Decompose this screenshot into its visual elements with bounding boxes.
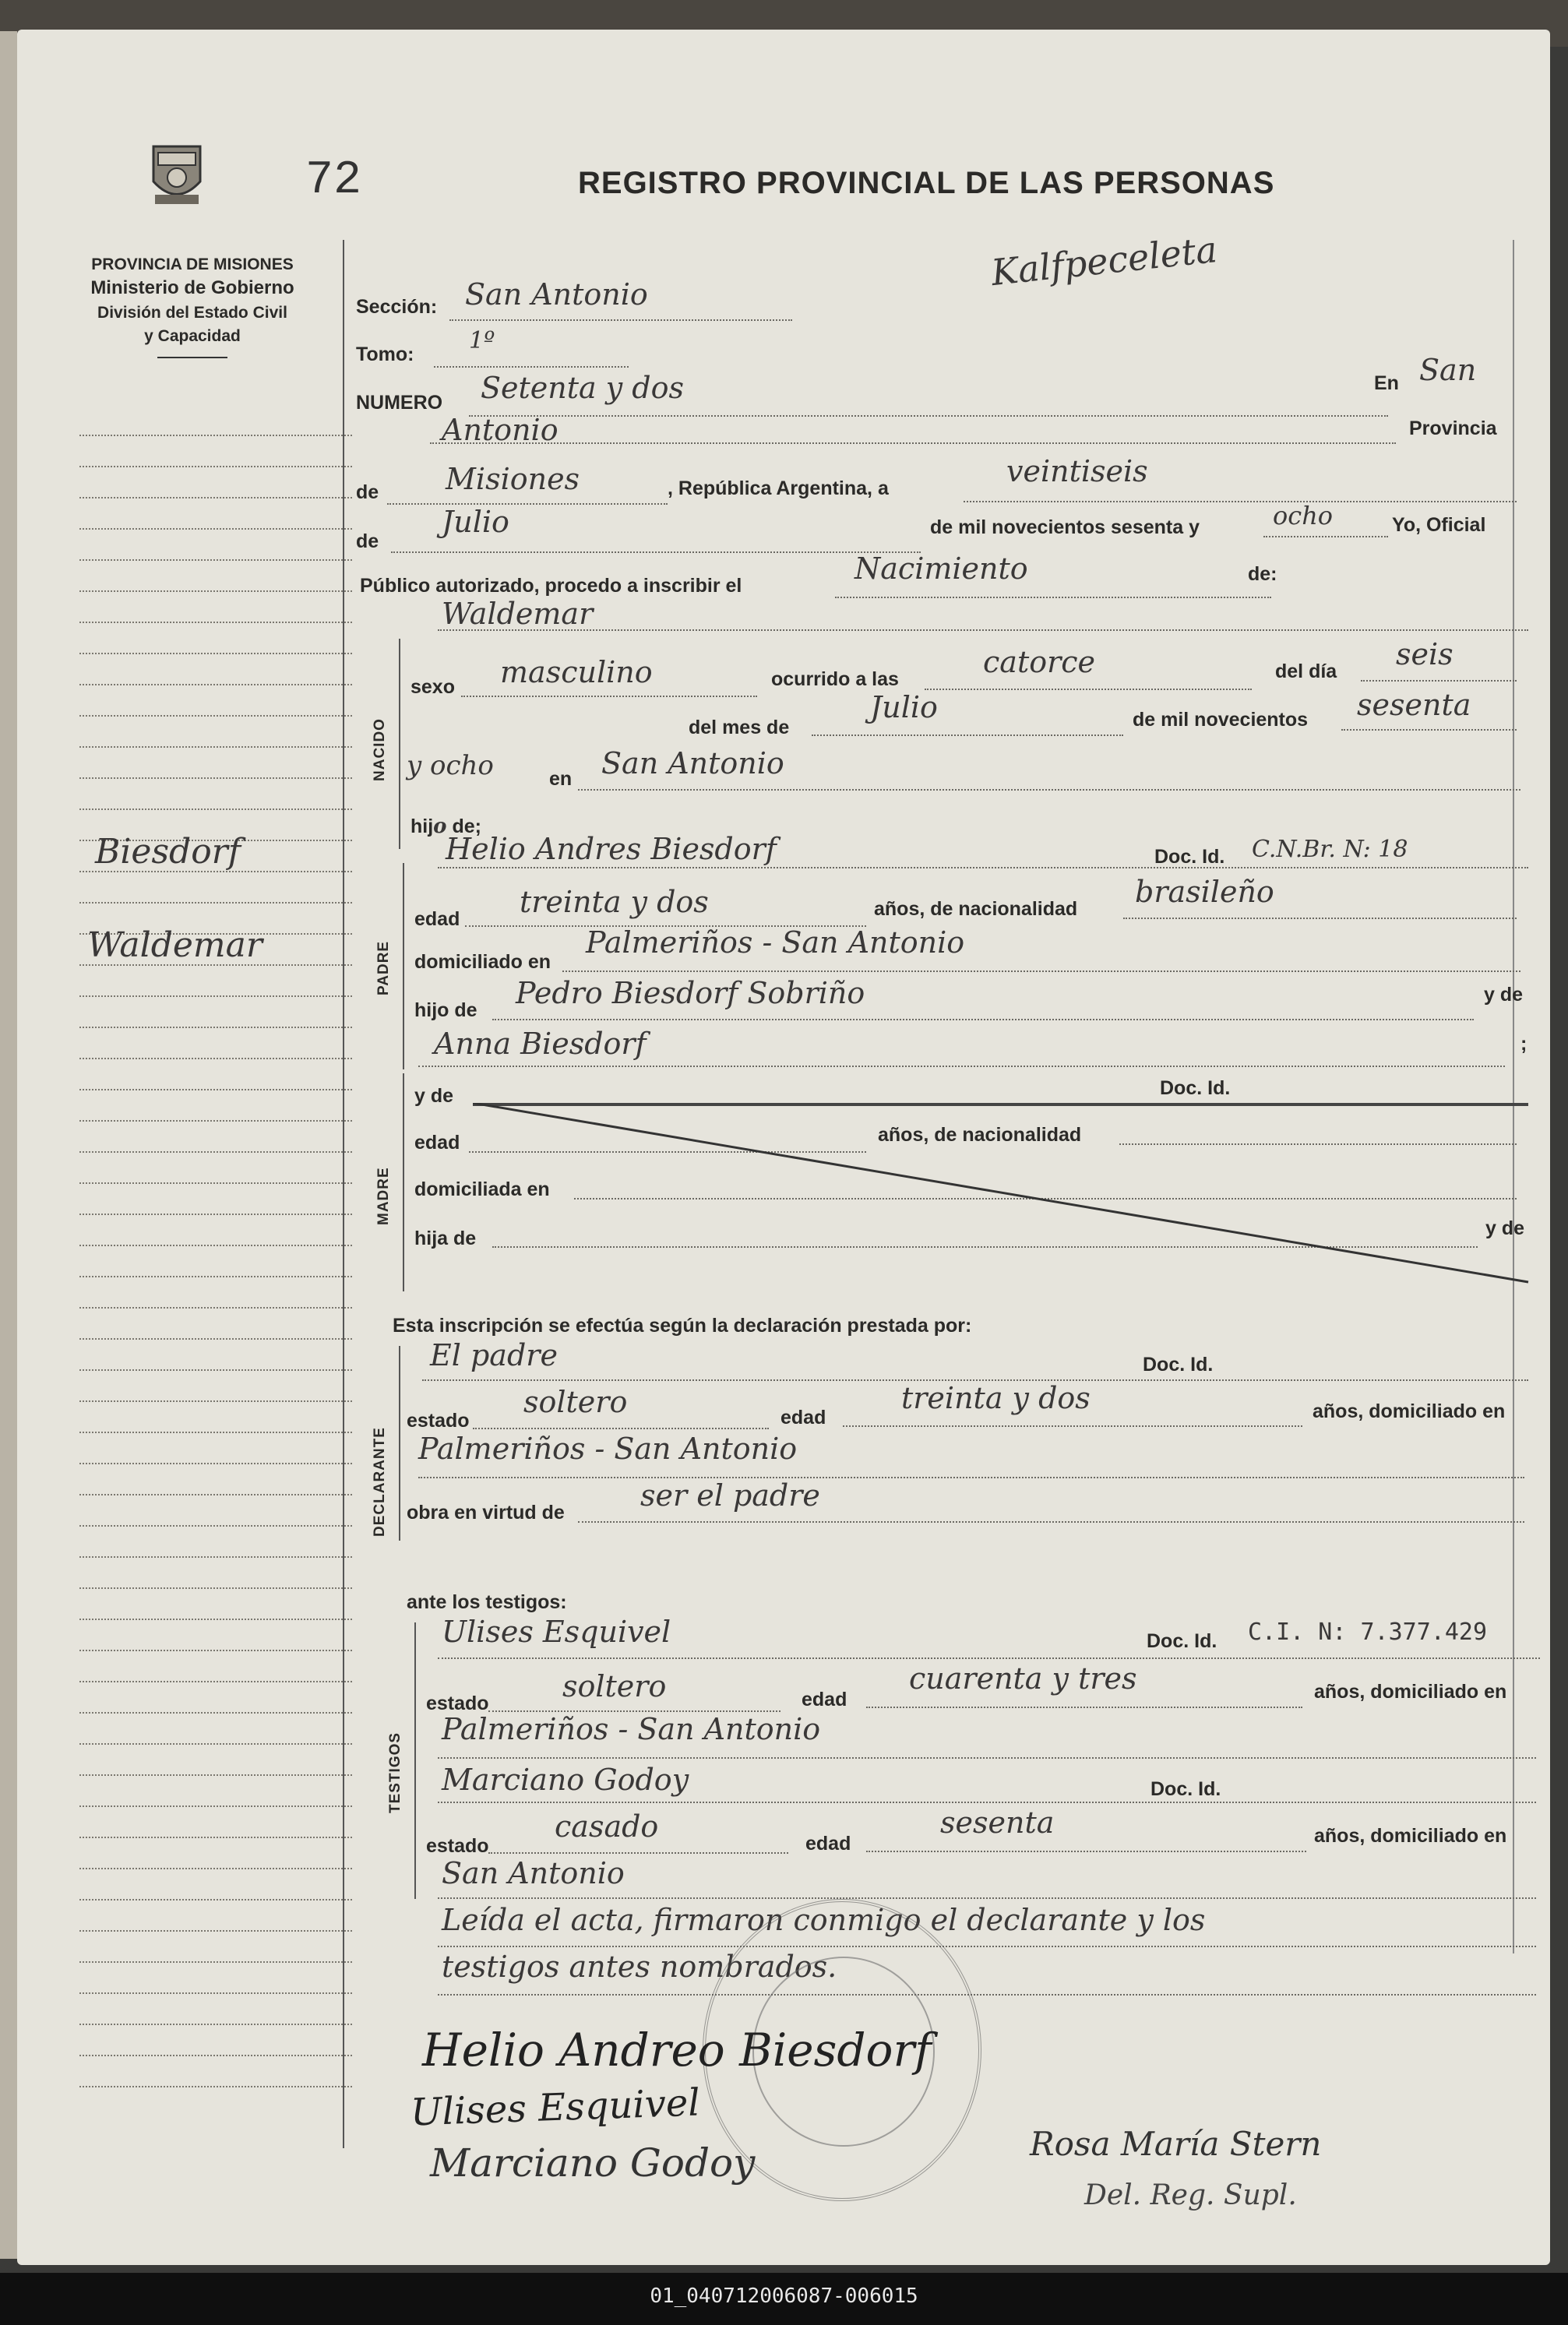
signature-registrar: Rosa María Stern: [1030, 2125, 1322, 2163]
testigo1-edad-label: edad: [802, 1689, 847, 1710]
de-label: de: [356, 481, 379, 503]
declarante-obra-value: ser el padre: [640, 1478, 820, 1513]
office-line-4: y Capacidad: [144, 327, 241, 345]
declarante-domicilio: Palmeriños - San Antonio: [418, 1432, 798, 1466]
testigo2-estado-label: estado: [426, 1835, 489, 1857]
madre-domicilio-label: domiciliada en: [414, 1178, 550, 1200]
madre-hija-label: hija de: [414, 1228, 477, 1249]
testigo1-estado-label: estado: [426, 1693, 489, 1714]
footer-image-id: 01_040712006087-006015: [0, 2273, 1568, 2325]
mes-value: Julio: [442, 505, 509, 539]
registrar-title: Del. Reg. Supl.: [1084, 2179, 1297, 2211]
signature-helio: Helio Andreo Biesdorf: [422, 2024, 932, 2077]
oficial-label: Yo, Oficial: [1392, 514, 1486, 536]
declarante-edad-value: treinta y dos: [901, 1381, 1091, 1415]
provincia-value: Misiones: [446, 462, 580, 496]
padre-section-label: PADRE: [375, 940, 392, 995]
margin-given-name: Waldemar: [87, 925, 263, 965]
testigo2-doc-label: Doc. Id.: [1150, 1778, 1221, 1800]
top-signature: Kalfpeceleta: [988, 227, 1220, 294]
testigo1-estado-value: soltero: [562, 1669, 667, 1703]
testigo1-edad-value: cuarenta y tres: [909, 1661, 1137, 1696]
declarante-doc-label: Doc. Id.: [1143, 1354, 1214, 1376]
padre-domicilio-value: Palmeriños - San Antonio: [586, 925, 965, 960]
declarante-estado-label: estado: [407, 1410, 470, 1432]
padre-hijo-label: hijo de: [414, 999, 477, 1021]
closing-line-1: Leída el acta, firmaron conmigo el declarante y los: [442, 1903, 1206, 1937]
sexo-label: sexo: [410, 676, 455, 698]
declarante-intro: Esta inscripción se efectúa según la declaración prestada por:: [393, 1315, 972, 1337]
declarante-section-label: DECLARANTE: [372, 1427, 388, 1537]
provincia-label: Provincia: [1409, 417, 1497, 439]
dia-value: veintiseis: [1006, 454, 1148, 488]
nacido-doc-label: Doc. Id.: [1154, 846, 1225, 868]
declarante-obra-label: obra en virtud de: [407, 1502, 565, 1524]
madre-section-label: MADRE: [375, 1167, 392, 1225]
publico-label: Público autorizado, procedo a inscribir el: [360, 575, 742, 597]
dia-value-nacido: seis: [1396, 637, 1453, 671]
mil-nacido-label: de mil novecientos: [1133, 709, 1309, 731]
republica-label: , República Argentina, a: [668, 477, 889, 499]
testigo2-nombre: Marciano Godoy: [442, 1763, 689, 1797]
anio-value-nacido: sesenta: [1357, 688, 1471, 722]
page-edge: [0, 31, 17, 2259]
lugar-value: San Antonio: [601, 746, 784, 780]
closing-line-2: testigos antes nombrados.: [442, 1950, 837, 1984]
padre-semicolon: ;: [1520, 1033, 1527, 1055]
numero-label: NUMERO: [356, 392, 443, 414]
seccion-label: Sección:: [356, 296, 438, 318]
numero-value: Setenta y dos: [481, 371, 685, 405]
sexo-value: masculino: [500, 655, 653, 689]
ocurrido-label: ocurrido a las: [771, 668, 899, 690]
nombre-value: Waldemar: [442, 597, 594, 631]
acto-value: Nacimiento: [854, 551, 1028, 586]
madre-edad-label: edad: [414, 1132, 460, 1154]
testigos-intro: ante los testigos:: [407, 1591, 567, 1613]
office-line-3: División del Estado Civil: [97, 304, 287, 322]
padre-domicilio-label: domiciliado en: [414, 951, 551, 973]
mes-value-nacido: Julio: [870, 690, 938, 724]
testigo2-anios-label: años, domiciliado en: [1314, 1825, 1507, 1847]
de3-label: de:: [1248, 563, 1277, 585]
padre-anios-label: años, de nacionalidad: [874, 898, 1078, 920]
nacido-section-label: NACIDO: [372, 718, 388, 781]
margin-surname: Biesdorf: [95, 832, 241, 872]
testigo1-anios-label: años, domiciliado en: [1314, 1681, 1507, 1703]
del-mes-label: del mes de: [689, 717, 790, 738]
testigo1-doc-value: C.I. N: 7.377.429: [1248, 1619, 1488, 1646]
office-line-2: Ministerio de Gobierno: [90, 277, 294, 298]
padre-yde-label: y de: [1484, 984, 1524, 1006]
right-column-rule: [1513, 240, 1514, 1953]
office-line-1: PROVINCIA DE MISIONES: [91, 255, 294, 273]
anio-value: ocho: [1273, 501, 1334, 530]
en-label: En: [1374, 372, 1399, 394]
hijo-label: hijo de;: [410, 815, 481, 838]
province-crest-icon: [146, 139, 208, 209]
testigo1-domicilio: Palmeriños - San Antonio: [442, 1712, 821, 1746]
anio-value-nacido-2: y ocho: [407, 750, 494, 781]
en-nacido-label: en: [549, 768, 573, 790]
testigo1-nombre: Ulises Esquivel: [442, 1615, 671, 1649]
mil-label: de mil novecientos sesenta y: [930, 516, 1200, 538]
main-column-rule: [343, 240, 344, 2148]
testigo2-estado-value: casado: [555, 1809, 659, 1844]
tomo-value: 1º: [469, 327, 495, 354]
testigos-section-label: TESTIGOS: [387, 1731, 403, 1813]
de2-label: de: [356, 530, 379, 552]
signature-marciano: Marciano Godoy: [430, 2140, 756, 2186]
declarante-anios-label: años, domiciliado en: [1313, 1400, 1506, 1422]
page-number: 72: [305, 154, 362, 207]
del-dia-label: del día: [1275, 661, 1337, 682]
madre-anios-label: años, de nacionalidad: [878, 1124, 1082, 1146]
padre-edad-label: edad: [414, 908, 460, 930]
madre-yde2-label: y de: [1485, 1217, 1525, 1239]
padre-hijo-value: Pedro Biesdorf Sobriño: [516, 976, 865, 1010]
madre-strike-line: [473, 1103, 1532, 1286]
testigo2-edad-value: sesenta: [940, 1805, 1055, 1840]
padre-value: Helio Andres Biesdorf: [446, 832, 777, 866]
page-title: REGISTRO PROVINCIAL DE LAS PERSONAS: [578, 166, 1275, 200]
testigo1-doc-label: Doc. Id.: [1147, 1630, 1217, 1652]
madre-yde-label: y de: [414, 1085, 454, 1107]
testigo2-domicilio: San Antonio: [442, 1856, 625, 1890]
declarante-edad-label: edad: [780, 1407, 826, 1428]
office-block: [64, 255, 321, 358]
en-value-2: Antonio: [442, 413, 558, 447]
padre-madre-value: Anna Biesdorf: [434, 1027, 647, 1061]
testigo2-edad-label: edad: [805, 1833, 851, 1855]
declarante-nombre: El padre: [430, 1338, 558, 1372]
padre-edad-value: treinta y dos: [520, 885, 709, 919]
nacido-doc-value: C.N.Br. N: 18: [1252, 836, 1408, 863]
tomo-label: Tomo:: [356, 343, 414, 365]
en-value: San: [1419, 353, 1477, 387]
document-page: [17, 30, 1550, 2265]
declarante-estado-value: soltero: [523, 1385, 628, 1419]
madre-doc-label: Doc. Id.: [1160, 1077, 1231, 1099]
seccion-value: San Antonio: [465, 277, 648, 312]
padre-nacionalidad-value: brasileño: [1135, 875, 1274, 909]
signature-ulises: Ulises Esquivel: [410, 2080, 701, 2135]
hora-value: catorce: [983, 645, 1096, 679]
